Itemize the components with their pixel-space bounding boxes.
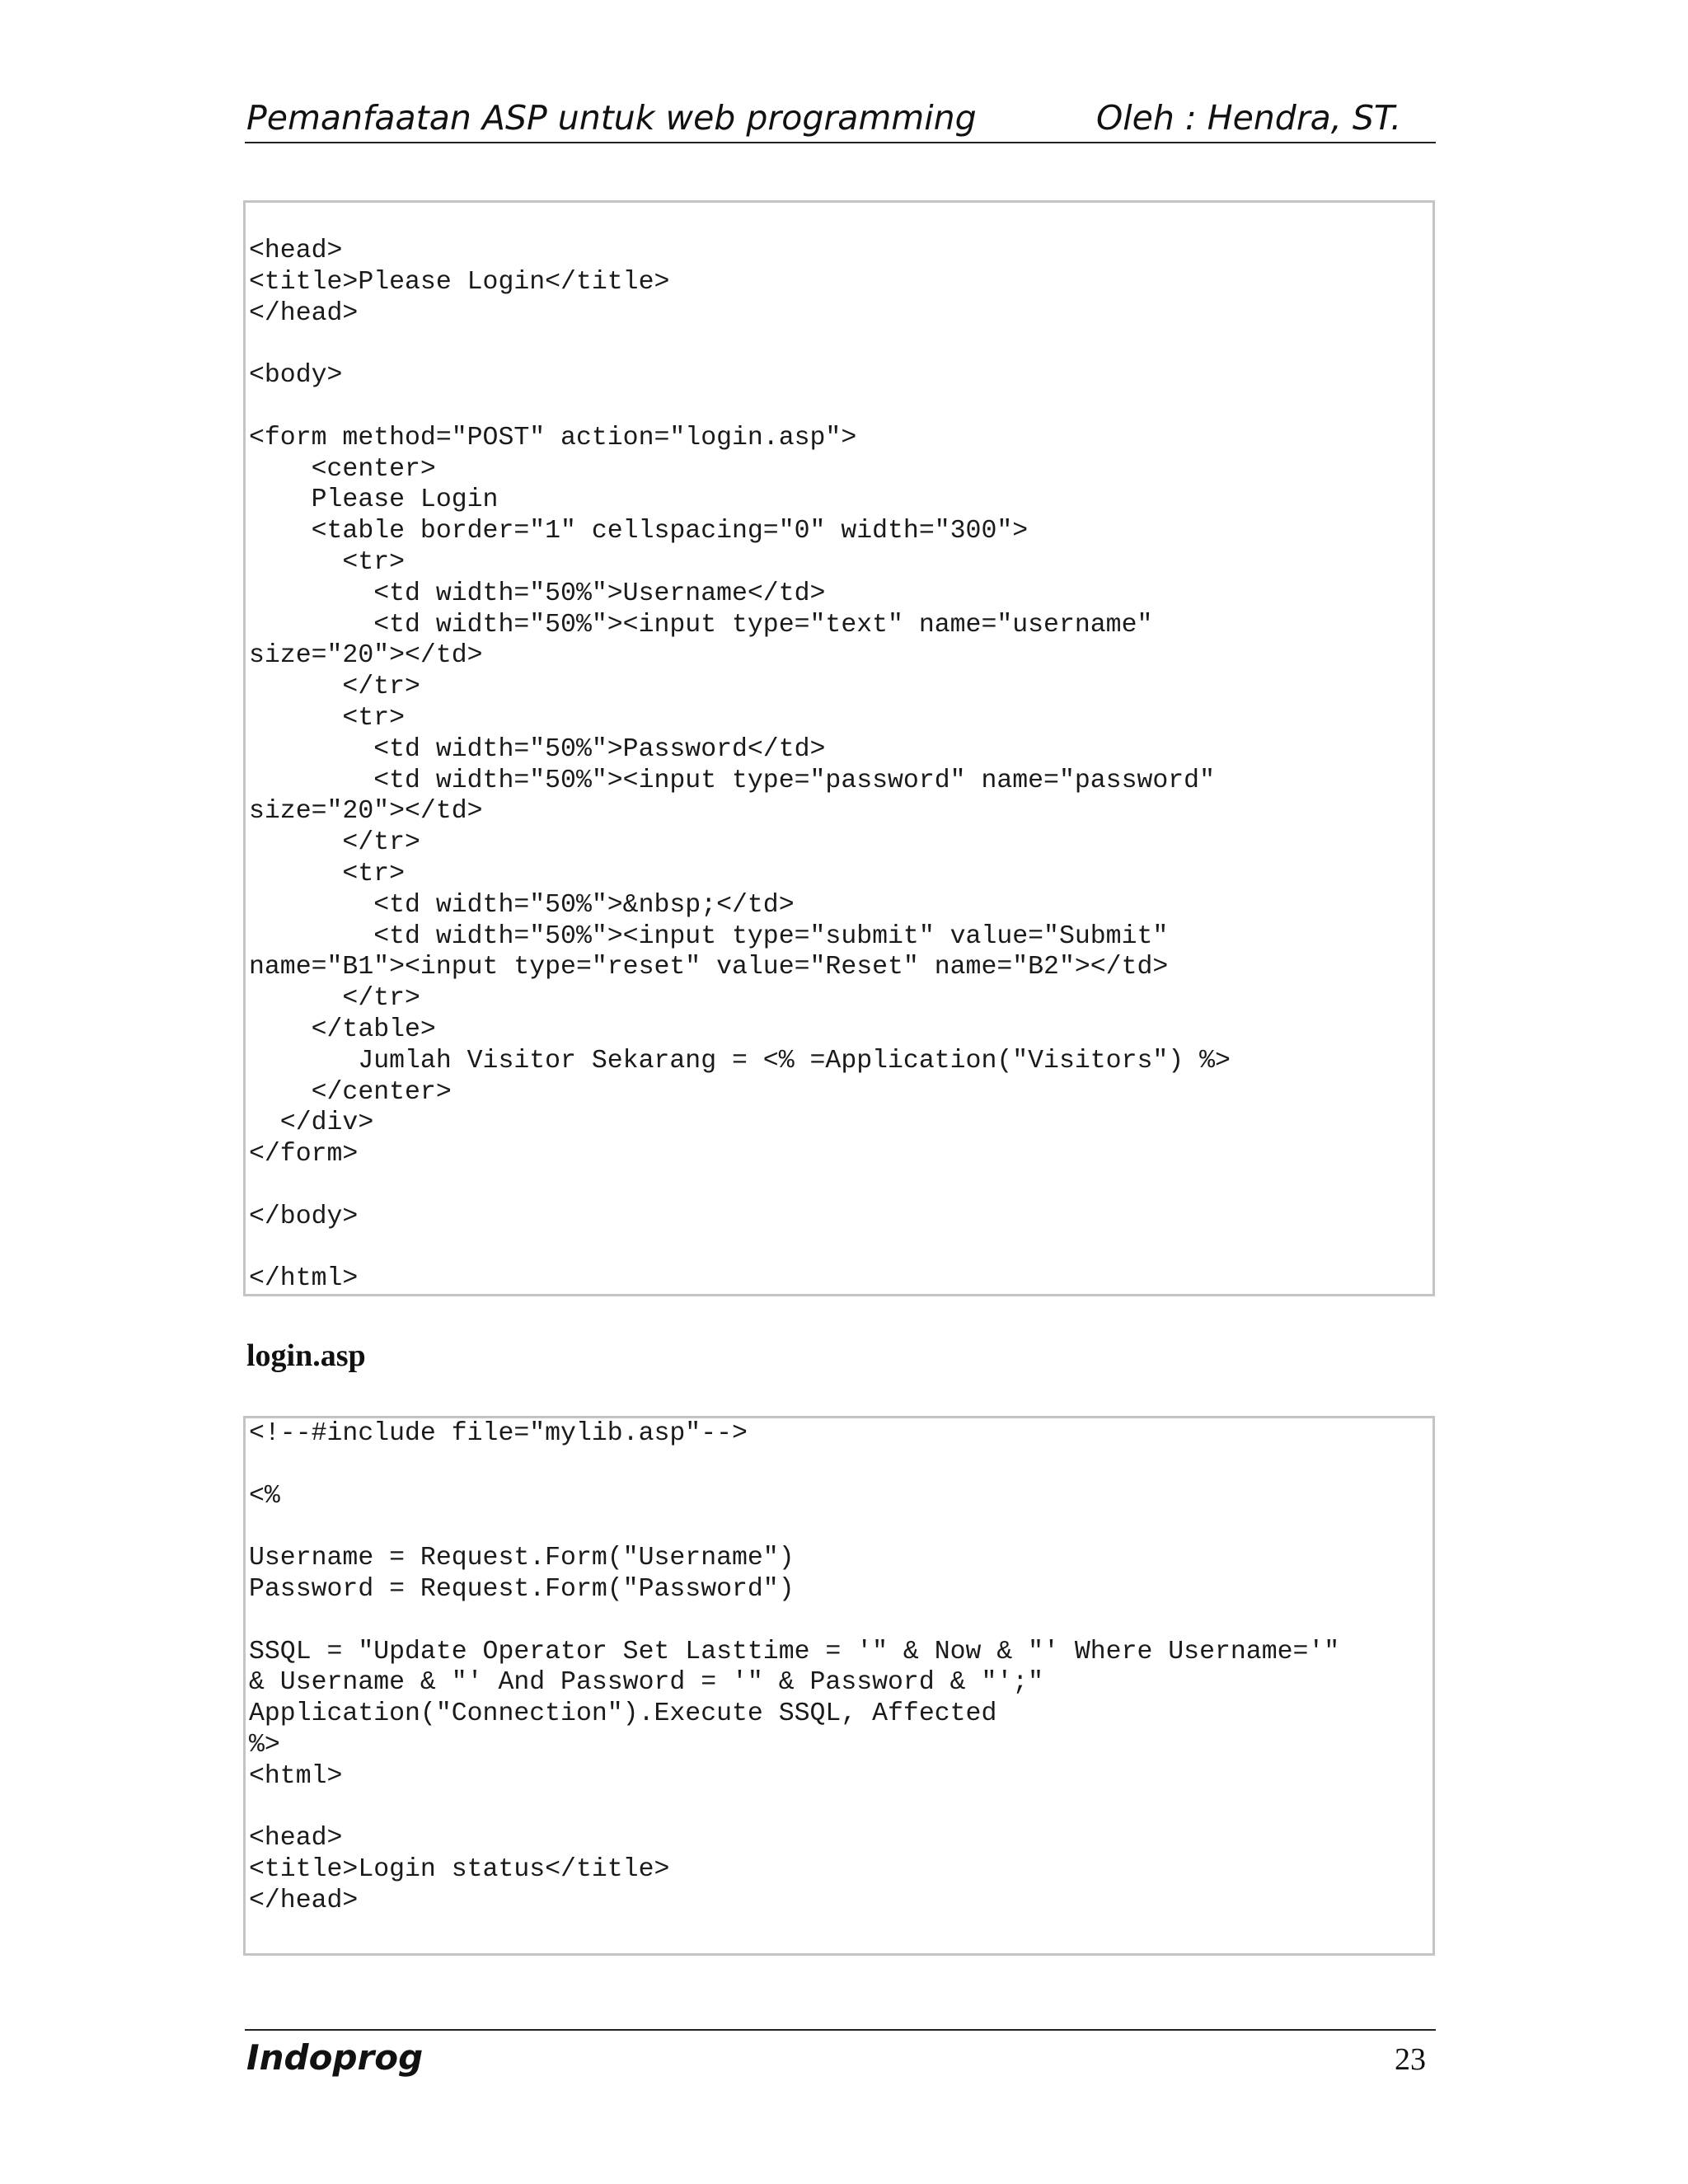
page-number: 23 (1395, 2042, 1426, 2077)
page-footer (245, 2029, 1436, 2088)
page-header (245, 92, 1436, 143)
code-text-login-asp: <!--#include file="mylib.asp"--> <% Username = Request.Form("Username") Password = Request.Form("Password") SSQL = "Update Operator Set Lasttime = '" & Now & "' Where Username='" & Username & "' And Password = '" & Password & "';" Application("Connection").Execute SSQL, Affected %> <html> <head> <title>Login status</title> </head> (249, 1419, 1340, 1915)
code-block-login-asp (243, 1416, 1435, 1956)
document-author: Oleh : Hendra, ST. (1096, 98, 1402, 138)
code-block-login-form (243, 200, 1435, 1296)
section-heading-login-asp: login.asp (246, 1338, 366, 1373)
code-text-login-form: <head> <title>Please Login</title> </head> <body> <form method="POST" action="login.asp"> <center> Please Login <table border="1" cellspacing="0" width="300"> <tr> <td width="50%">Username</td> <td width="50%"><input type="text" name="username" size="20"></td> </tr> <tr> <td width="50%">Password</td> <td width="50%"><input type="password" name="password" size="20"></td> </tr> <tr> <td width="50%">&nbsp;</td> <td width="50%"><input type="submit" value="Submit" name="B1"><input type="reset" value="Reset" name="B2"></td> </tr> </table> Jumlah Visitor Sekarang = <% =Application("Visitors") %> </center> </div> </form> </body> </html> (249, 237, 1231, 1294)
footer-brand: Indoprog (246, 2037, 424, 2078)
document-title: Pemanfaatan ASP untuk web programming (246, 98, 977, 138)
